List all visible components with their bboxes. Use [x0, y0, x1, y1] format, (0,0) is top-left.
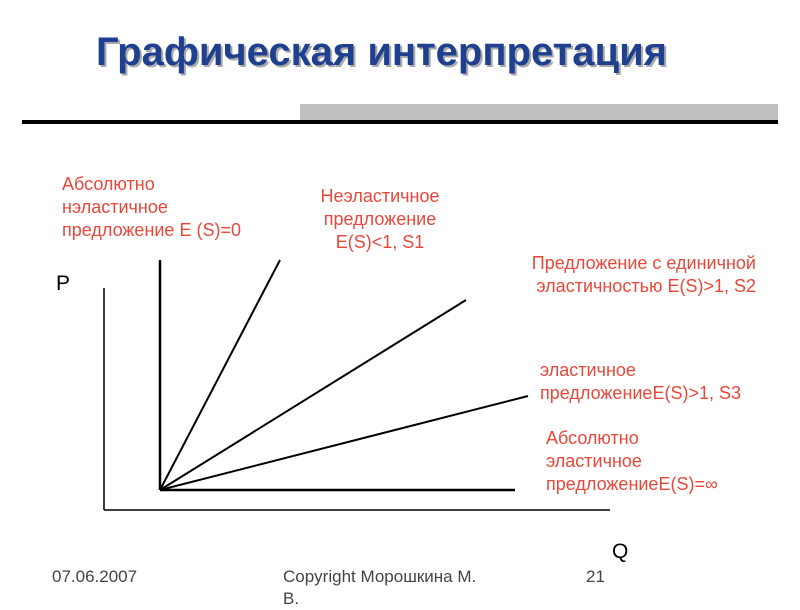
label-absolute-elastic: Абсолютно эластичное предложениеE(S)=∞ — [546, 428, 718, 494]
label-elastic: эластичное предложениеE(S)>1, S3 — [540, 360, 741, 403]
y-axis-label: P — [56, 272, 71, 295]
slide-title: Графическая интерпретация — [96, 30, 668, 74]
label-absolute-inelastic: Абсолютно нэластичное предложение E (S)=0 — [62, 174, 241, 240]
supply-line-s1 — [160, 260, 280, 490]
label-unit-elastic: Предложение с единичной эластичностью E(S)>1, S2 — [531, 253, 756, 296]
supply-line-s3 — [160, 396, 528, 490]
label-inelastic: Неэластичное предложение E(S)<1, S1 — [320, 186, 440, 252]
footer-date: 07.06.2007 — [52, 567, 138, 586]
footer-copyright: Copyright Морошкина М. В. — [283, 567, 477, 608]
x-axis-label: Q — [612, 540, 629, 563]
supply-line-s2 — [160, 300, 466, 490]
footer-page-number: 21 — [586, 567, 605, 586]
